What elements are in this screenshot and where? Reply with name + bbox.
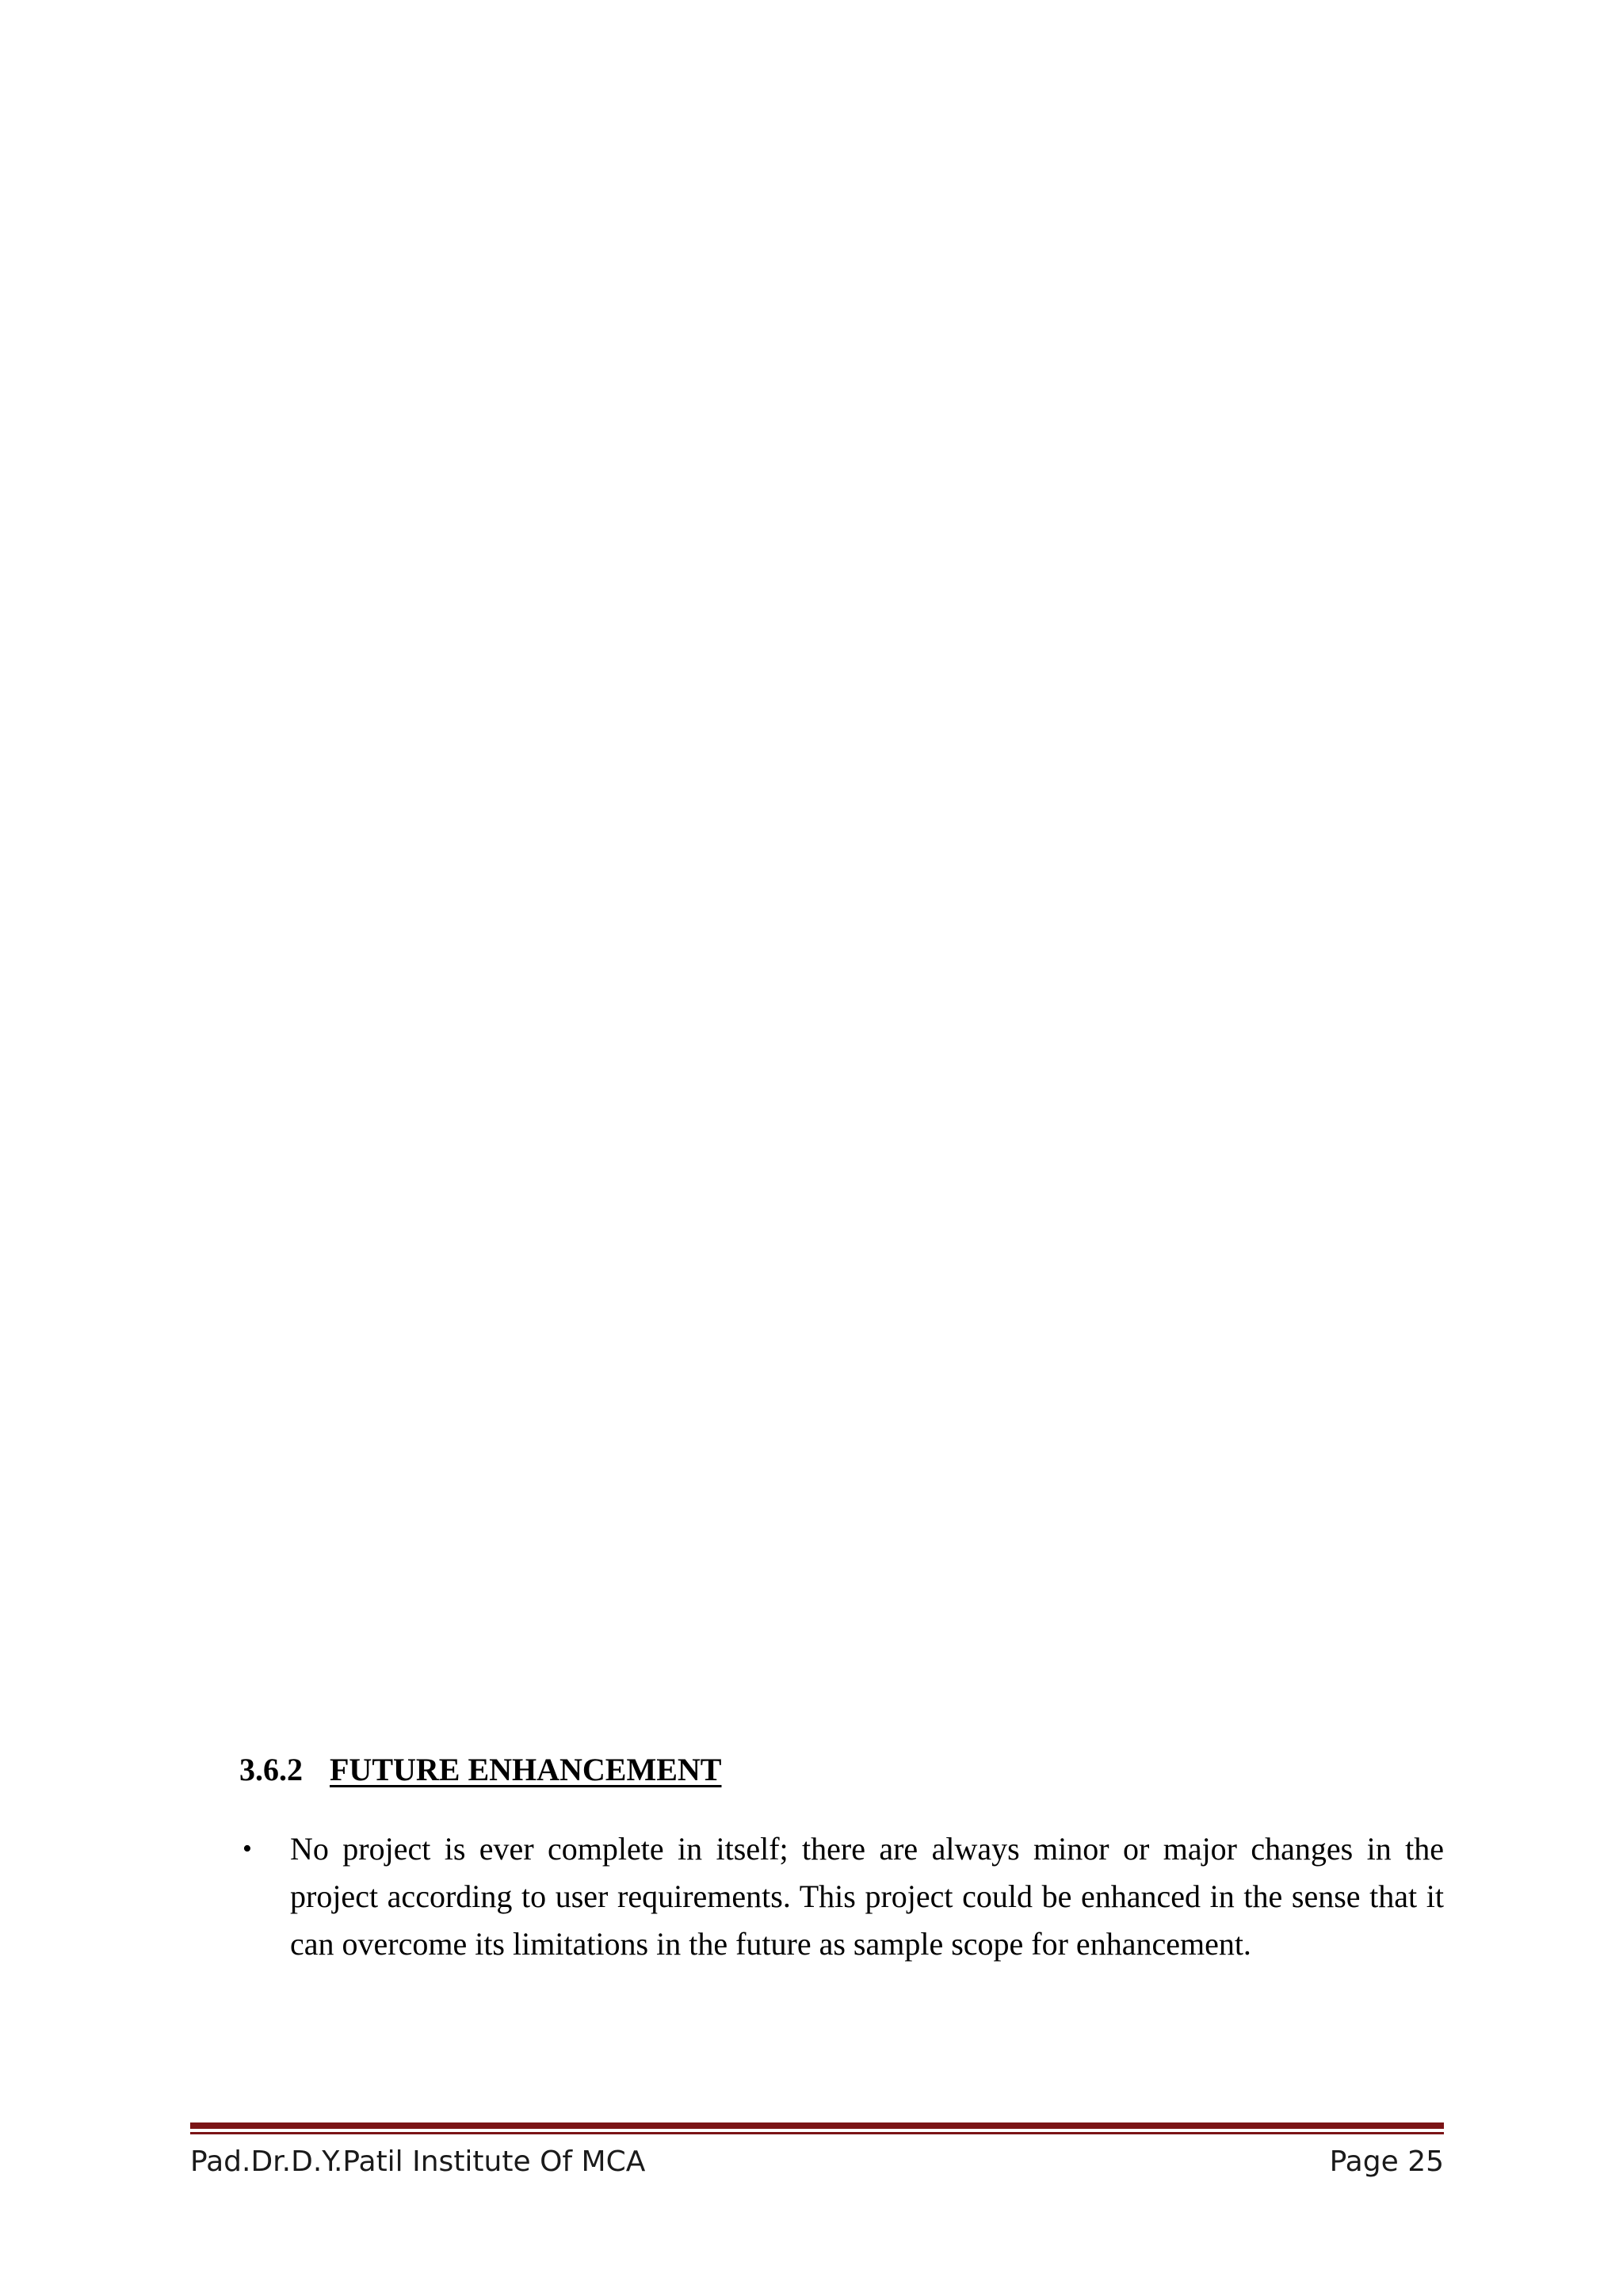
bullet-icon: • (242, 1834, 252, 1863)
footer-divider-thin (190, 2132, 1444, 2134)
footer-divider-thick (190, 2122, 1444, 2129)
section-title: FUTURE ENHANCEMENT (330, 1752, 722, 1787)
page-footer (190, 2139, 1444, 2187)
section-heading (239, 1751, 1444, 1789)
bullet-list (239, 1825, 1444, 1968)
bullet-text: No project is ever complete in itself; there are always minor or major changes in the project according to user requirements. This project could be enhanced in the sense that it can overcome its limitations in the future as sample scope for enhancement. (290, 1831, 1444, 1962)
section-future-enhancement (239, 1751, 1444, 1968)
footer-page-number: Page 25 (1329, 2145, 1444, 2178)
footer-institute: Pad.Dr.D.Y.Patil Institute Of MCA (190, 2145, 646, 2178)
section-number: 3.6.2 (239, 1752, 303, 1787)
list-item (239, 1825, 1444, 1968)
